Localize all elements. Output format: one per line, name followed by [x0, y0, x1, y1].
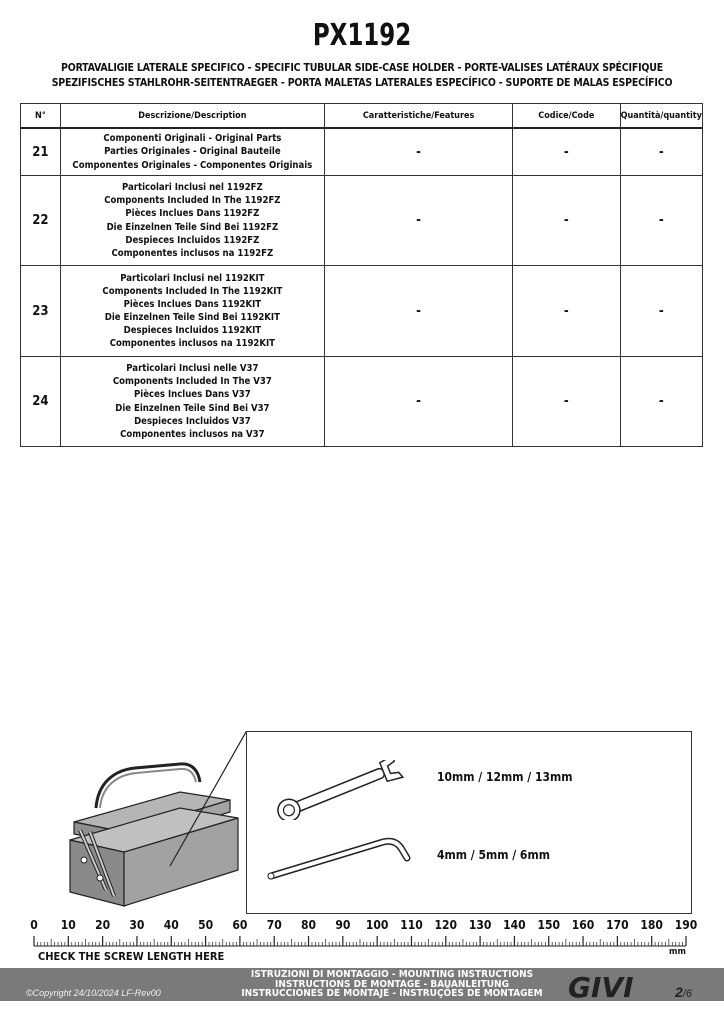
description-line: Components Included In The 1192FZ: [104, 195, 281, 207]
description-line: Particolari Inclusi nelle V37: [126, 363, 259, 375]
ruler-tick-label: 140: [503, 918, 526, 932]
row-number: 23: [21, 266, 61, 357]
subtitle-line-1: PORTAVALIGIE LATERALE SPECIFICO - SPECIFIC TUBULAR SIDE-CASE HOLDER - PORTE-VALISES LATÉRAUX SPÉCIFIQUE: [61, 62, 663, 74]
description-line: Componentes Originales - Componentes Originais: [72, 159, 313, 171]
ruler-tick-label: 110: [400, 918, 423, 932]
ruler-tick-label: 30: [129, 918, 145, 932]
table-row: [21, 266, 703, 357]
ruler-tick-label: 160: [571, 918, 595, 932]
ruler-tick-label: 10: [60, 918, 76, 932]
hex-key-icon: [265, 832, 415, 882]
description-line: Despieces Incluidos 1192KIT: [123, 325, 262, 337]
row-number: 24: [21, 357, 61, 447]
page-total: /6: [682, 988, 692, 1000]
subtitle-line-2: SPEZIFISCHES STAHLROHR-SEITENTRAEGER - PORTA MALETAS LATERALES ESPECÍFICO - SUPORTE DE MALAS ESPECÍFICO: [51, 77, 673, 89]
description-line: Particolari Inclusi nel 1192FZ: [122, 182, 263, 194]
description-line: Components Included In The V37: [112, 376, 272, 388]
col-header-number: N°: [21, 104, 61, 129]
ruler-tick-label: 80: [301, 918, 317, 932]
description-line: Componentes inclusos na V37: [120, 428, 265, 440]
row-code: -: [513, 176, 620, 266]
row-features: -: [324, 176, 512, 266]
description-line: Despieces Incluidos V37: [134, 415, 251, 427]
row-quantity: -: [620, 266, 702, 357]
row-description: [60, 176, 324, 266]
tools-inset-panel: [246, 731, 692, 914]
row-quantity: -: [620, 176, 702, 266]
description-line: Pièces Inclues Dans 1192FZ: [125, 208, 260, 220]
page-current: 2: [675, 984, 683, 1000]
table-header-row: [21, 104, 703, 129]
wrench-icon: [269, 760, 409, 820]
description-line: Componentes inclusos na 1192FZ: [111, 247, 274, 259]
description-line: Parties Originales - Original Bauteile: [104, 146, 281, 158]
wrench-size-label: 10mm / 12mm / 13mm: [437, 770, 573, 784]
description-line: Componenti Originali - Original Parts: [103, 133, 282, 145]
row-number: 22: [21, 176, 61, 266]
col-header-description: Descrizione/Description: [60, 104, 324, 129]
table-row: [21, 357, 703, 447]
check-screw-length-text: CHECK THE SCREW LENGTH HERE: [38, 950, 225, 963]
ruler-tick-label: 70: [266, 918, 282, 932]
ruler-tick-label: 90: [335, 918, 351, 932]
row-features: -: [324, 357, 512, 447]
description-line: Die Einzelnen Teile Sind Bei 1192FZ: [106, 221, 279, 233]
svg-text:GIVI: GIVI: [568, 971, 634, 1001]
description-line: Die Einzelnen Teile Sind Bei V37: [115, 402, 270, 414]
footer-title-line: ISTRUZIONI DI MONTAGGIO - MOUNTING INSTRUCTIONS: [250, 969, 534, 980]
parts-table: [20, 103, 703, 447]
description-line: Componentes inclusos na 1192KIT: [109, 338, 276, 350]
row-description: [60, 357, 324, 447]
hex-key-size-label: 4mm / 5mm / 6mm: [437, 848, 550, 862]
table-row: [21, 128, 703, 176]
description-line: Pièces Inclues Dans V37: [134, 389, 251, 401]
ruler-tick-label: 50: [198, 918, 214, 932]
description-line: Particolari Inclusi nel 1192KIT: [120, 272, 265, 284]
givi-logo: [566, 971, 650, 1001]
callout-line: [160, 728, 250, 868]
ruler-tick-label: 40: [163, 918, 179, 932]
footer-title-line: INSTRUCCIONES DE MONTAJE - INSTRUÇÕES DE MONTAGEM: [241, 988, 543, 999]
footer-title-line: INSTRUCTIONS DE MONTAGE - BAUANLEITUNG: [275, 978, 509, 990]
ruler-tick-label: 20: [95, 918, 111, 932]
ruler-tick-label: 150: [537, 918, 561, 932]
row-features: -: [324, 128, 512, 176]
row-description: [60, 266, 324, 357]
row-features: -: [324, 266, 512, 357]
footer-title: [222, 970, 562, 999]
row-code: -: [513, 128, 620, 176]
description-line: Pièces Inclues Dans 1192KIT: [123, 298, 262, 310]
col-header-quantity: Quantità/quantity: [620, 104, 702, 129]
ruler-tick-label: 0: [30, 918, 38, 932]
ruler-scale: [0, 932, 724, 952]
ruler-tick-label: 100: [365, 918, 389, 932]
copyright: ©Copyright 24/10/2024 LF-Rev00: [26, 988, 161, 998]
row-quantity: -: [620, 357, 702, 447]
ruler-unit: mm: [669, 947, 686, 957]
page-number: [675, 984, 692, 1000]
description-line: Components Included In The 1192KIT: [102, 285, 283, 297]
description-line: Die Einzelnen Teile Sind Bei 1192KIT: [104, 312, 280, 323]
row-code: -: [513, 357, 620, 447]
ruler-tick-label: 170: [606, 918, 629, 932]
product-code: PX1192: [312, 18, 412, 53]
footer: [0, 968, 724, 1024]
ruler-tick-label: 130: [468, 918, 492, 932]
col-header-features: Caratteristiche/Features: [324, 104, 512, 129]
row-quantity: -: [620, 128, 702, 176]
ruler-tick-label: 190: [674, 918, 698, 932]
row-number: 21: [21, 128, 61, 176]
row-code: -: [513, 266, 620, 357]
table-row: [21, 176, 703, 266]
description-line: Despieces Incluidos 1192FZ: [125, 234, 260, 246]
row-description: [60, 128, 324, 176]
col-header-code: Codice/Code: [513, 104, 620, 129]
ruler-tick-label: 120: [434, 918, 458, 932]
ruler-tick-label: 60: [232, 918, 248, 932]
ruler-tick-label: 180: [640, 918, 663, 932]
